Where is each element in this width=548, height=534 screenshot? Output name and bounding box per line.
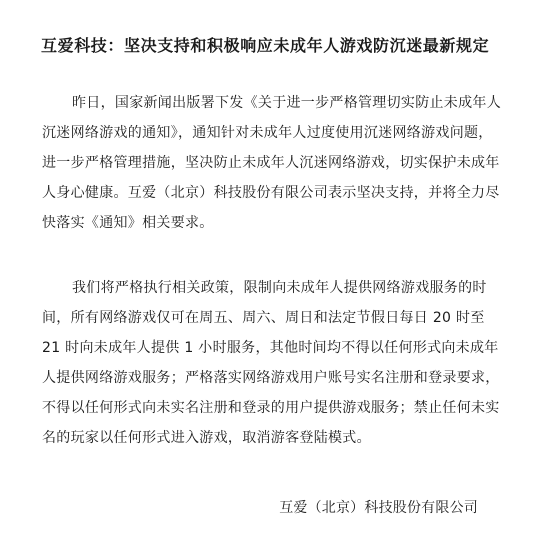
paragraph-announcement: 昨日，国家新闻出版署下发《关于进一步严格管理切实防止未成年人沉迷网络游戏的通知》，通知针对未成年人过度使用沉迷网络游戏问题，进一步严格管理措施，坚决防止未成年人沉迷网络游戏，切实保护未成年人身心健康。互爱（北京）科技股份有限公司表示坚决支持，并将全力尽快落实《通知》相关要求。: [42, 95, 501, 231]
company-signature: 互爱（北京）科技股份有限公司: [279, 500, 478, 516]
paragraph-policy: 我们将严格执行相关政策，限制向未成年人提供网络游戏服务的时间，所有网络游戏仅可在周五、周六、周日和法定节假日每日 20 时至 21 时向未成年人提供 1 小时服务，其他时间均不得以任何形式向未成年人提供网络游戏服务；严格落实网络游戏用户账号实名注册和登录要求，不得以任何形式向未实名注册和登录的用户提供游戏服务；禁止任何未实名的玩家以任何形式进入游戏，取消游客登陆模式。: [42, 280, 500, 446]
document-title: 互爱科技：坚决支持和积极响应未成年人游戏防沉迷最新规定: [41, 36, 490, 55]
